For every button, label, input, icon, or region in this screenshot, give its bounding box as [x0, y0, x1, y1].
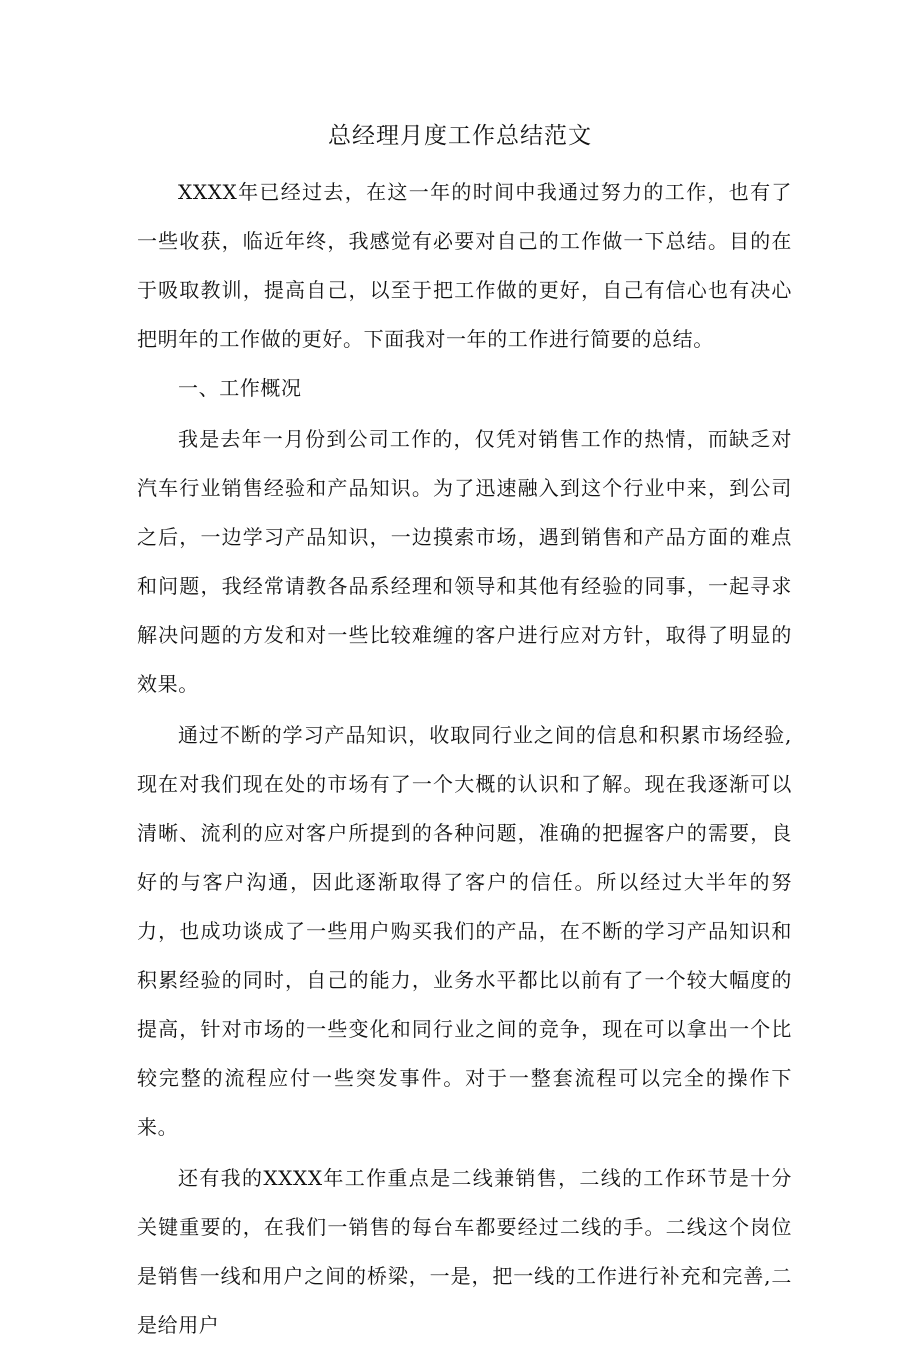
document-title: 总经理月度工作总结范文: [328, 123, 592, 149]
document-body: [137, 168, 792, 1350]
section-heading-work-overview: 一、工作概况: [178, 376, 302, 400]
work-overview-paragraph-3: 还有我的XXXX年工作重点是二线兼销售，二线的工作环节是十分关键重要的，在我们一销售的每台车都要经过二线的手。二线这个岗位是销售一线和用户之间的桥梁，一是，把一线的工作进行补充和完善,二是给用户: [137, 1166, 792, 1337]
work-overview-paragraph-2: 通过不断的学习产品知识，收取同行业之间的信息和积累市场经验,现在对我们现在处的市场有了一个大概的认识和了解。现在我逐渐可以清晰、流利的应对客户所提到的各种问题，准确的把握客户的需要，良好的与客户沟通，因此逐渐取得了客户的信任。所以经过大半年的努力，也成功谈成了一些用户购买我们的产品，在不断的学习产品知识和积累经验的同时，自己的能力，业务水平都比以前有了一个较大幅度的提高，针对市场的一些变化和同行业之间的竞争，现在可以拿出一个比较完整的流程应付一些突发事件。对于一整套流程可以完全的操作下来。: [137, 723, 792, 1139]
intro-paragraph: XXXX年已经过去，在这一年的时间中我通过努力的工作，也有了一些收获，临近年终，我感觉有必要对自己的工作做一下总结。目的在于吸取教训，提高自己，以至于把工作做的更好，自己有信心也有决心把明年的工作做的更好。下面我对一年的工作进行简要的总结。: [137, 180, 792, 351]
work-overview-paragraph-1: 我是去年一月份到公司工作的，仅凭对销售工作的热情，而缺乏对汽车行业销售经验和产品知识。为了迅速融入到这个行业中来，到公司之后，一边学习产品知识，一边摸索市场，遇到销售和产品方面的难点和问题，我经常请教各品系经理和领导和其他有经验的同事，一起寻求解决问题的方发和对一些比较难缠的客户进行应对方针，取得了明显的效果。: [137, 427, 792, 696]
